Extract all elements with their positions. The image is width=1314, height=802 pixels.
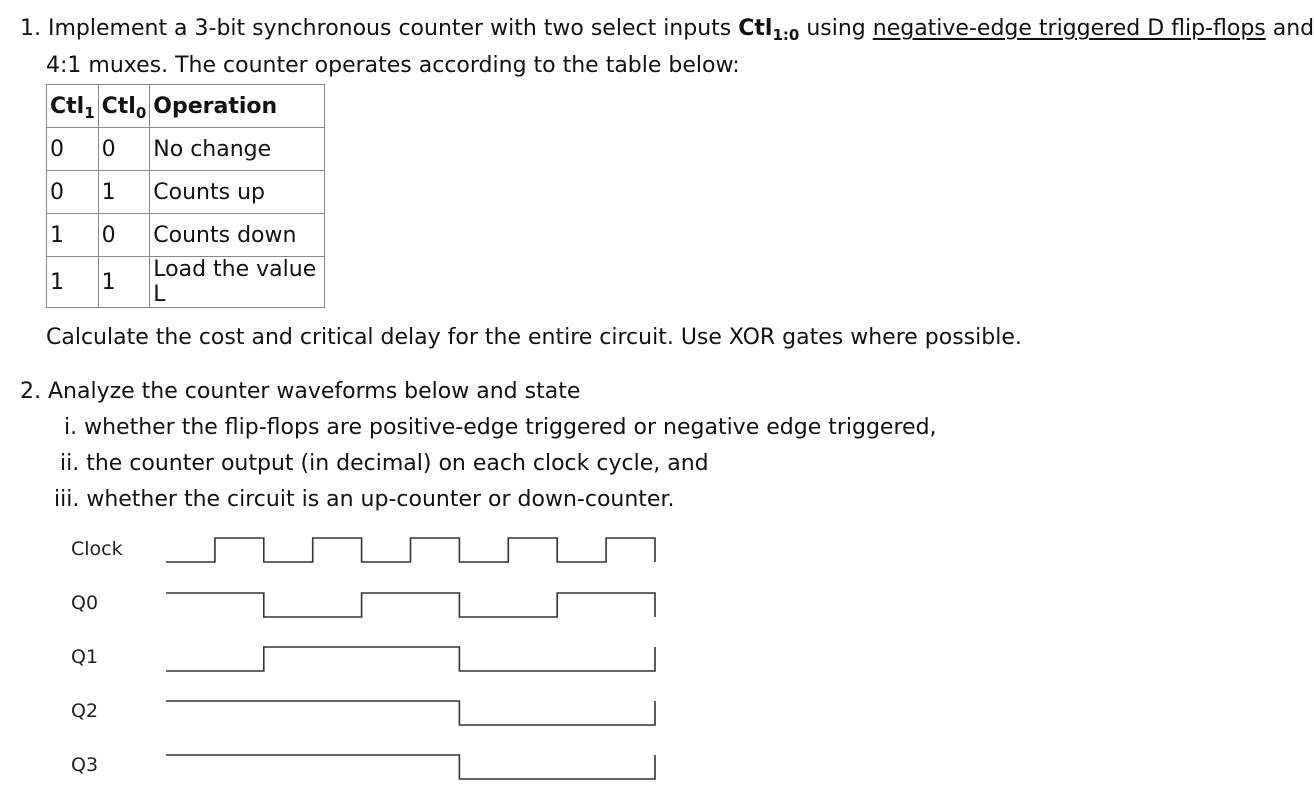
ctl-subscript: 1:0 bbox=[772, 26, 800, 44]
signal-label-clock: Clock bbox=[71, 538, 123, 560]
signal-label-q1: Q1 bbox=[71, 646, 99, 668]
cell-ctl0: 1 bbox=[98, 257, 150, 308]
cell-operation: Load the value L bbox=[150, 257, 325, 308]
cell-ctl1: 0 bbox=[47, 171, 99, 214]
cell-operation: Counts up bbox=[150, 171, 325, 214]
dff-link[interactable]: negative-edge triggered D flip-flops bbox=[872, 16, 1266, 41]
header-ctl1: Ctl$_1$ bbox=[47, 85, 99, 128]
cell-ctl0: 1 bbox=[98, 171, 150, 214]
signal-label-q3: Q3 bbox=[71, 754, 99, 776]
cell-ctl0: 0 bbox=[98, 214, 150, 257]
waveform-q1 bbox=[166, 647, 655, 671]
waveform-clock bbox=[166, 538, 655, 562]
waveform-q2 bbox=[166, 701, 655, 725]
signal-label-q0: Q0 bbox=[71, 592, 99, 614]
header-operation: Operation bbox=[150, 85, 325, 128]
q1-text-c: and bbox=[1265, 16, 1314, 41]
ctl-label: Ctl bbox=[738, 16, 773, 41]
cell-operation: No change bbox=[150, 128, 325, 171]
q2-item-i: i. whether the flip-flops are positive-edge triggered or negative edge triggered, bbox=[64, 415, 937, 440]
q1-number: 1. bbox=[20, 16, 41, 41]
q1-text-b: using bbox=[799, 16, 873, 41]
q1-calc: Calculate the cost and critical delay for the entire circuit. Use XOR gates where possible. bbox=[46, 325, 1022, 350]
q2-intro: 2. Analyze the counter waveforms below and state bbox=[20, 379, 581, 404]
header-ctl0: Ctl$_0$ bbox=[98, 85, 150, 128]
q1-text-a: Implement a 3-bit synchronous counter with two select inputs bbox=[48, 16, 739, 41]
cell-ctl1: 1 bbox=[47, 214, 99, 257]
waveform-q0 bbox=[166, 593, 655, 617]
q2-item-iii: iii. whether the circuit is an up-counter or down-counter. bbox=[54, 487, 675, 512]
q2-item-ii: ii. the counter output (in decimal) on each clock cycle, and bbox=[60, 451, 709, 476]
cell-ctl0: 0 bbox=[98, 128, 150, 171]
cell-ctl1: 0 bbox=[47, 128, 99, 171]
waveform-q3 bbox=[166, 755, 655, 779]
cell-ctl1: 1 bbox=[47, 257, 99, 308]
signal-label-q2: Q2 bbox=[71, 700, 99, 722]
cell-operation: Counts down bbox=[150, 214, 325, 257]
q1-line2: 4:1 muxes. The counter operates according to the table below: bbox=[46, 53, 740, 78]
